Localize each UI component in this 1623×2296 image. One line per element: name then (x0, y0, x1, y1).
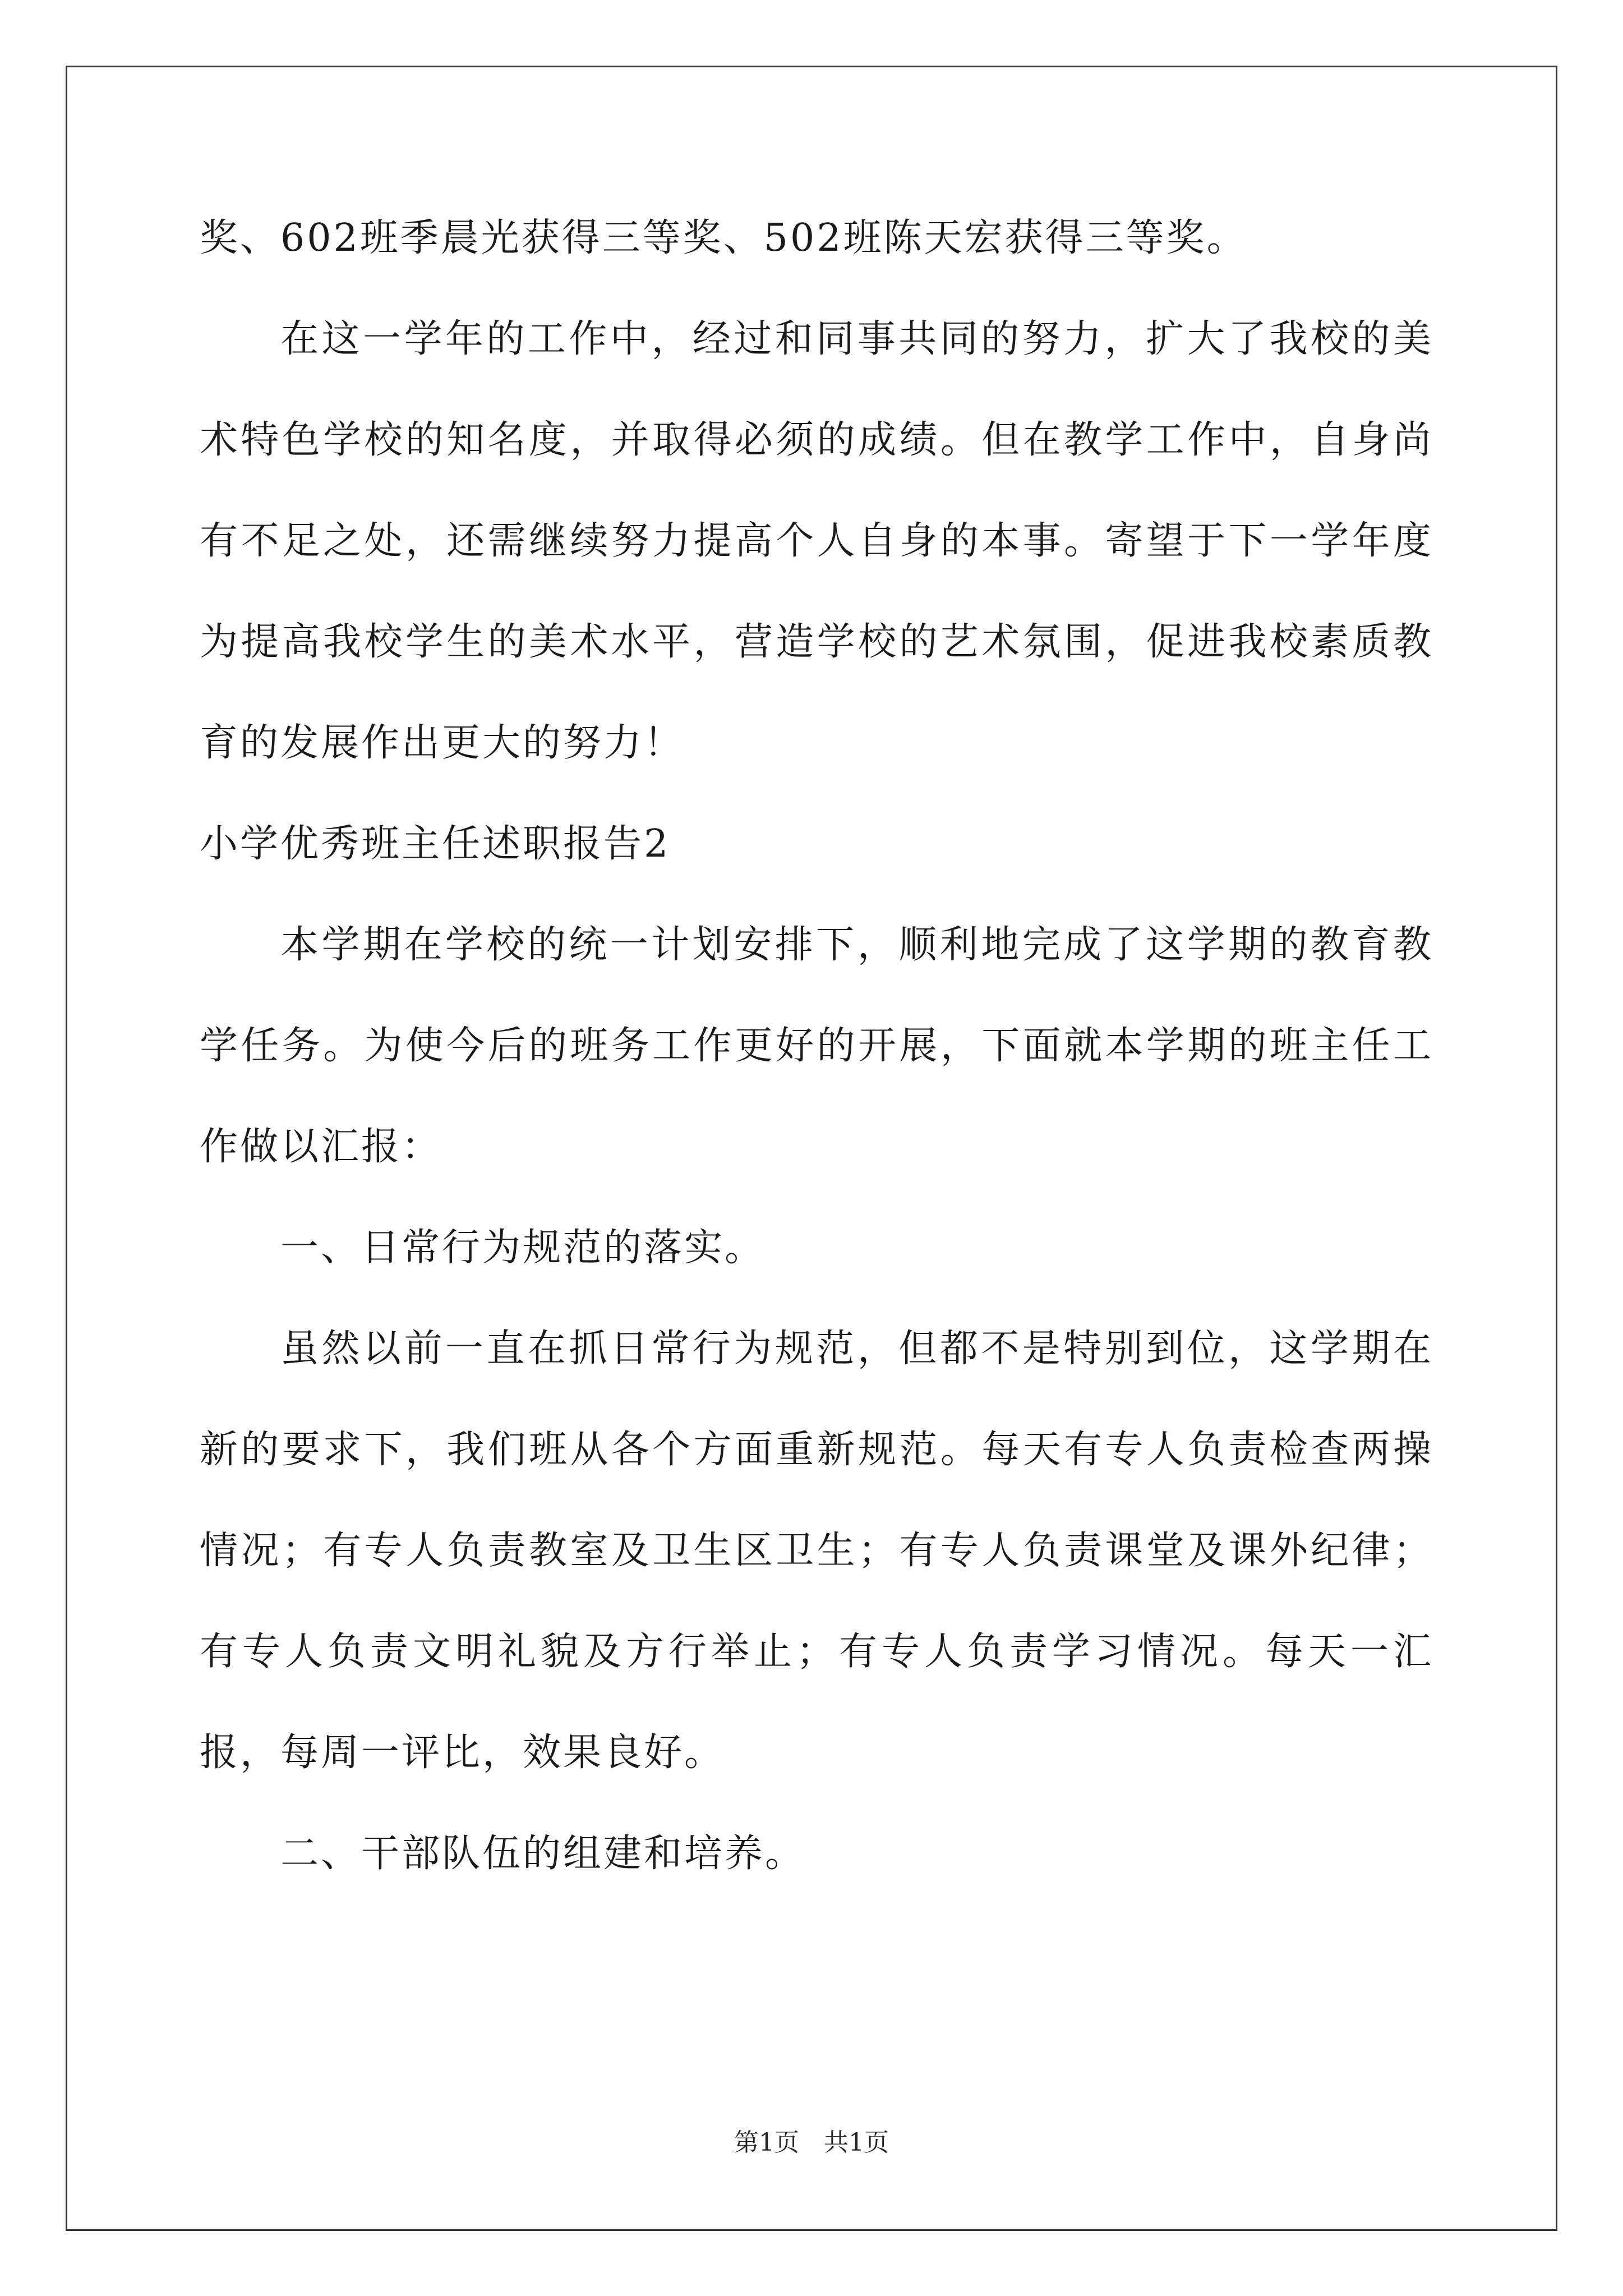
subheading-behavior-norms: 一、日常行为规范的落实。 (280, 1226, 766, 1270)
subheading-cadre-team: 二、干部队伍的组建和培养。 (280, 1832, 806, 1876)
page-footer: 第1页 共1页 (734, 2128, 889, 2157)
paragraph-year-summary: 在这一学年的工作中，经过和同事共同的努力，扩大了我校的美术特色学校的知名度，并取得必须的成绩。但在教学工作中，自身尚有不足之处，还需继续努力提高个人自身的本事。寄望于下一学年度为提高我校学生的美术水平，营造学校的艺术氛围，促进我校素质教育的发展作出更大的努力！ (200, 317, 1433, 765)
paragraph-award-continuation: 奖、602班季晨光获得三等奖、502班陈天宏获得三等奖。 (200, 216, 1247, 260)
paragraph-intro: 本学期在学校的统一计划安排下，顺利地完成了这学期的教育教学任务。为使今后的班务工作更好的开展，下面就本学期的班主任工作做以汇报： (200, 923, 1433, 1169)
paragraph-behavior-details: 虽然以前一直在抓日常行为规范，但都不是特别到位，这学期在新的要求下，我们班从各个方面重新规范。每天有专人负责检查两操情况；有专人负责教室及卫生区卫生；有专人负责课堂及课外纪律；有专人负责文明礼貌及方行举止；有专人负责学习情况。每天一汇报，每周一评比，效果良好。 (200, 1327, 1433, 1775)
document-body (200, 188, 1433, 1904)
section-title-report-2: 小学优秀班主任述职报告2 (200, 822, 671, 866)
